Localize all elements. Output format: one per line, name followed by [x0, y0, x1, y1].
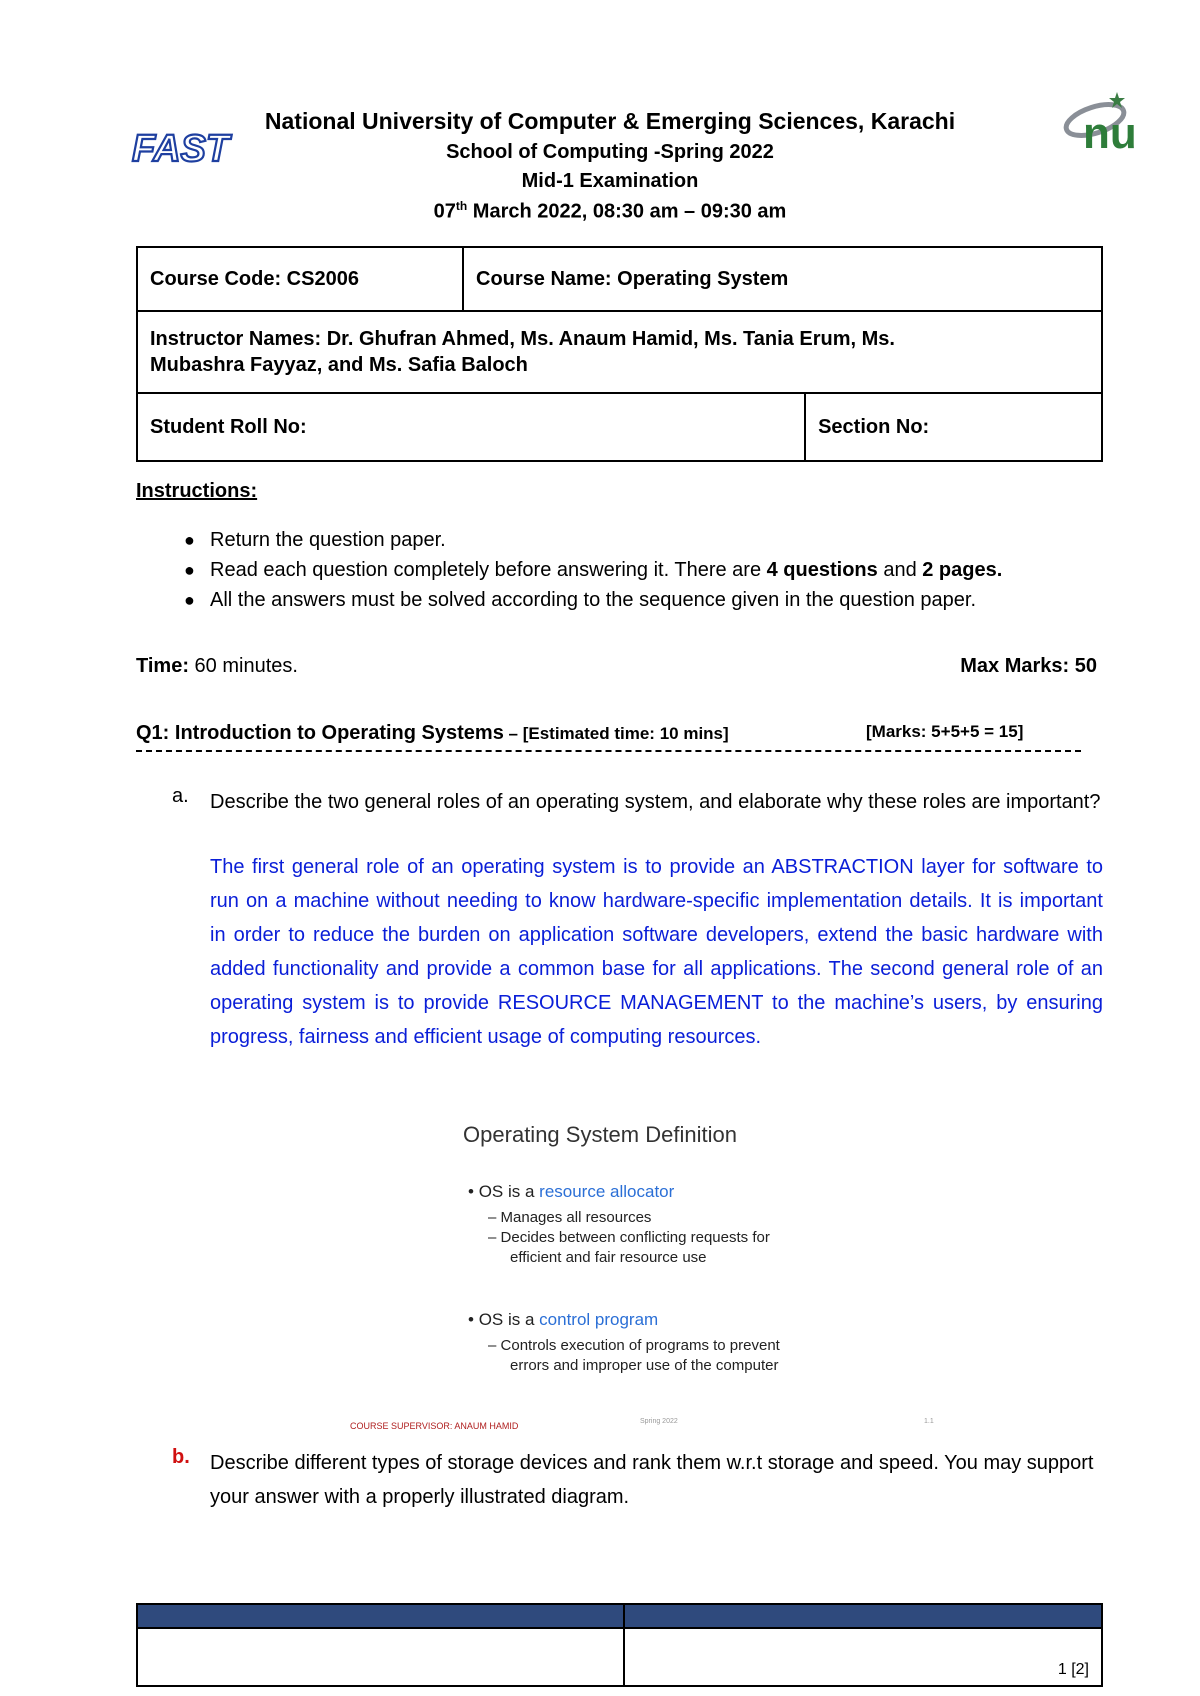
- instructions-list: [150, 525, 1002, 615]
- section-no: Section No:: [805, 393, 1102, 461]
- dashed-separator: [136, 750, 1081, 752]
- footer-table: [136, 1603, 1103, 1687]
- instruction-item: ● Return the question paper.: [150, 525, 1002, 555]
- course-info-table: [136, 246, 1103, 462]
- page-number: 1 [2]: [624, 1628, 1102, 1686]
- university-name: National University of Computer & Emerging Sciences, Karachi: [264, 108, 956, 134]
- q1-title: Q1: Introduction to Operating Systems – [Estimated time: 10 mins]: [136, 722, 729, 744]
- instructions-title: Instructions:: [136, 480, 258, 502]
- nu-logo: [1055, 90, 1147, 158]
- instruction-item: ● Read each question completely before answering it. There are 4 questions and 2 pages.: [150, 555, 1002, 585]
- dash-icon: –: [488, 1229, 497, 1246]
- time-allowed: Time: 60 minutes.: [136, 655, 298, 677]
- student-roll-no: Student Roll No:: [137, 393, 805, 461]
- bullet-icon: ●: [184, 560, 195, 580]
- slide-content: • OS is a resource allocator – Manages all resources – Decides between conflicting requests for efficient and fair resource use • OS is a control program – Controls execution of programs to prevent errors and improper use of the computer: [468, 1182, 780, 1374]
- instructor-names: Instructor Names: Dr. Ghufran Ahmed, Ms. Anaum Hamid, Ms. Tania Erum, Ms. Mubashra Fayyaz, and Ms. Safia Baloch: [137, 311, 1102, 393]
- q1a-question: Describe the two general roles of an operating system, and elaborate why these roles are important?: [210, 791, 1101, 813]
- course-code: Course Code: CS2006: [137, 247, 463, 311]
- q1b-label: b.: [172, 1446, 190, 1468]
- slide-title: Operating System Definition: [463, 1122, 737, 1147]
- q1a-answer: The first general role of an operating system is to provide an ABSTRACTION layer for software to run on a machine without needing to know hardware-specific implementation details. It is important in order to reduce the burden on application software developers, extend the basic hardware with added functionality and provide a common base for all applications. The second general role of an operating system is to provide RESOURCE MANAGEMENT to the machine’s users, by ensuring progress, fairness and efficient usage of computing resources.: [210, 856, 1103, 1048]
- slide-bullet-icon: •: [468, 1182, 474, 1201]
- q1-marks: [Marks: 5+5+5 = 15]: [866, 722, 1024, 741]
- slide-footer-supervisor: COURSE SUPERVISOR: ANAUM HAMID: [350, 1421, 519, 1431]
- exam-date: 07th March 2022, 08:30 am – 09:30 am: [433, 199, 787, 223]
- instruction-item: ● All the answers must be solved according to the sequence given in the question paper.: [150, 585, 1002, 615]
- max-marks: Max Marks: 50: [960, 655, 1097, 677]
- q1b-question: Describe different types of storage devices and rank them w.r.t storage and speed. You may support your answer with a properly illustrated diagram.: [210, 1452, 1094, 1508]
- slide-footer-number: 1.1: [924, 1418, 934, 1425]
- q1a-label: a.: [172, 785, 189, 807]
- school-name: School of Computing -Spring 2022: [446, 141, 774, 163]
- svg-text:FAST: FAST: [132, 128, 230, 170]
- course-name: Course Name: Operating System: [463, 247, 1102, 311]
- bullet-icon: ●: [184, 530, 195, 550]
- bullet-icon: ●: [184, 590, 195, 610]
- dash-icon: –: [488, 1209, 497, 1226]
- exam-name: Mid-1 Examination: [521, 170, 699, 192]
- dash-icon: –: [488, 1337, 497, 1354]
- slide-bullet-icon: •: [468, 1310, 474, 1329]
- fast-logo: [130, 125, 230, 170]
- svg-text:nu: nu: [1083, 109, 1137, 158]
- slide-footer-term: Spring 2022: [640, 1418, 678, 1425]
